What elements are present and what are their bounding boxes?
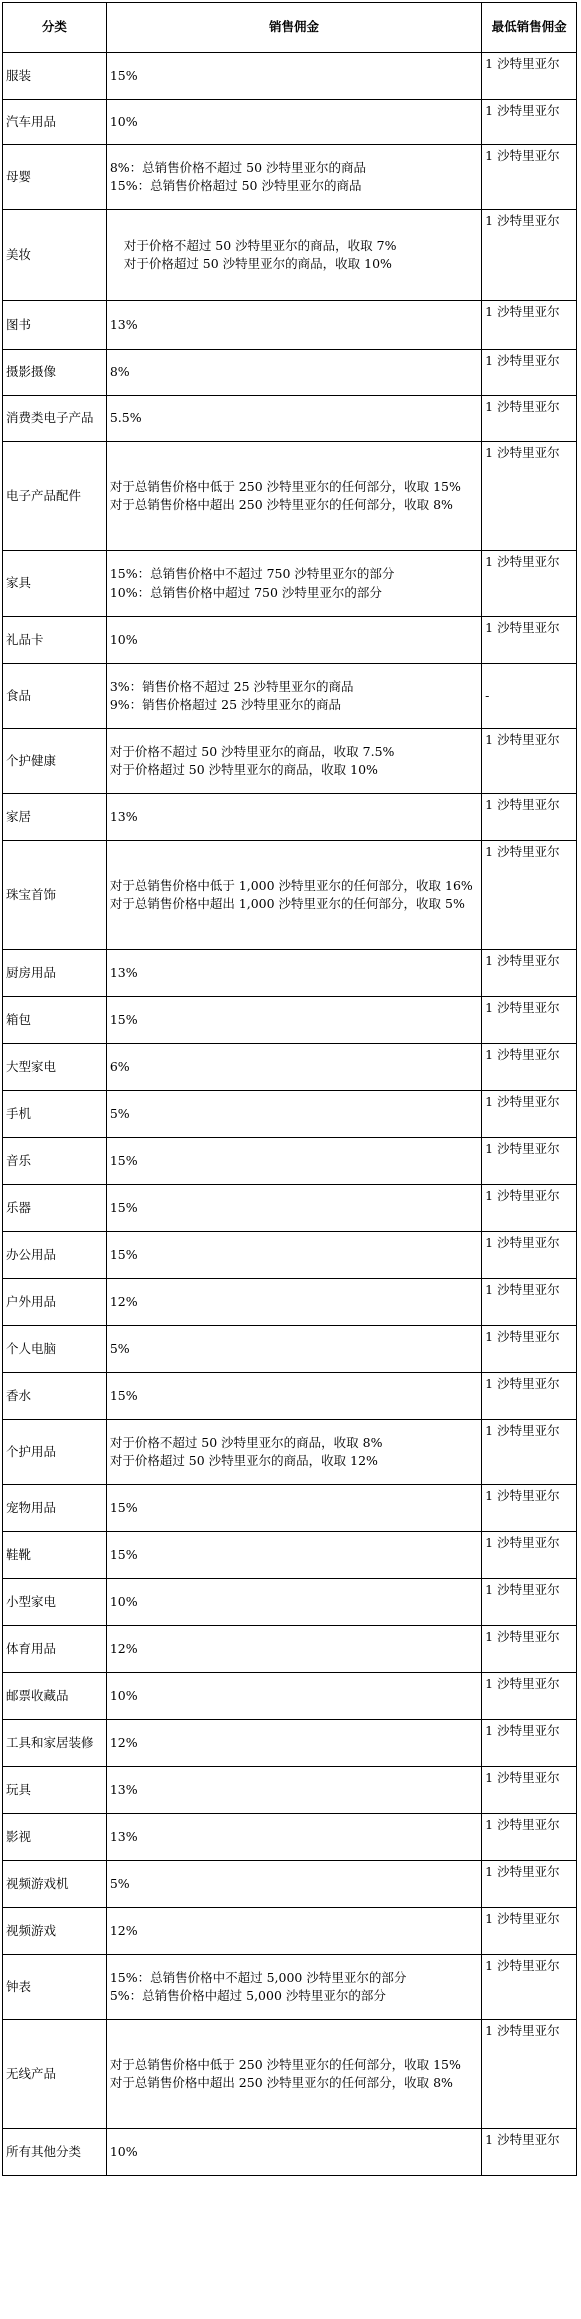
minimum-cell: 1 沙特里亚尔 xyxy=(482,729,577,794)
commission-cell xyxy=(106,1767,481,1814)
minimum-cell: 1 沙特里亚尔 xyxy=(482,100,577,145)
commission-cell xyxy=(106,396,481,442)
commission-line: 对于价格超过 50 沙特里亚尔的商品，收取 10% xyxy=(123,256,392,271)
commission-line: 15% xyxy=(109,1011,138,1027)
commission-line: 10%：总销售价格中超过 750 沙特里亚尔的部分 xyxy=(109,584,382,600)
commission-line: 12% xyxy=(109,1640,138,1656)
category-cell: 大型家电 xyxy=(3,1044,107,1091)
header-row xyxy=(3,3,577,53)
commission-cell xyxy=(106,1326,481,1373)
minimum-cell: 1 沙特里亚尔 xyxy=(482,1767,577,1814)
table-row xyxy=(3,301,577,350)
category-cell: 影视 xyxy=(3,1814,107,1861)
minimum-cell: 1 沙特里亚尔 xyxy=(482,1532,577,1579)
commission-line: 13% xyxy=(109,808,138,824)
commission-cell xyxy=(106,2129,481,2176)
table-row xyxy=(3,1720,577,1767)
table-row xyxy=(3,1420,577,1485)
category-cell: 乐器 xyxy=(3,1185,107,1232)
commission-cell xyxy=(106,1485,481,1532)
commission-cell xyxy=(106,210,481,301)
commission-line: 13% xyxy=(109,1828,138,1844)
commission-line: 10% xyxy=(109,631,138,647)
minimum-cell: 1 沙特里亚尔 xyxy=(482,1955,577,2020)
table-row xyxy=(3,1373,577,1420)
commission-cell xyxy=(106,1955,481,2020)
commission-line: 15% xyxy=(109,1499,138,1515)
commission-line: 5% xyxy=(109,1105,130,1121)
commission-line: 10% xyxy=(109,1687,138,1703)
commission-cell xyxy=(106,997,481,1044)
commission-line: 15%：总销售价格中不超过 5,000 沙特里亚尔的部分 xyxy=(109,1969,407,1985)
category-cell: 摄影摄像 xyxy=(3,350,107,396)
category-cell: 家具 xyxy=(3,551,107,617)
commission-cell xyxy=(106,664,481,729)
commission-cell xyxy=(106,1091,481,1138)
commission-line: 13% xyxy=(109,964,138,980)
category-cell: 箱包 xyxy=(3,997,107,1044)
commission-cell xyxy=(106,551,481,617)
table-row xyxy=(3,100,577,145)
category-cell: 厨房用品 xyxy=(3,950,107,997)
commission-line: 15%：总销售价格中不超过 750 沙特里亚尔的部分 xyxy=(109,566,395,582)
commission-line: 13% xyxy=(109,316,138,332)
table-body xyxy=(3,53,577,2176)
table-row xyxy=(3,617,577,664)
category-cell: 邮票收藏品 xyxy=(3,1673,107,1720)
minimum-cell: 1 沙特里亚尔 xyxy=(482,1485,577,1532)
table-row xyxy=(3,350,577,396)
table-row xyxy=(3,2129,577,2176)
table-row xyxy=(3,1185,577,1232)
category-cell: 体育用品 xyxy=(3,1626,107,1673)
commission-line: 对于总销售价格中超出 1,000 沙特里亚尔的任何部分，收取 5% xyxy=(109,896,465,911)
commission-cell xyxy=(106,841,481,950)
commission-line: 5% xyxy=(109,1340,130,1356)
table-row xyxy=(3,1767,577,1814)
commission-line: 对于总销售价格中低于 250 沙特里亚尔的任何部分，收取 15% xyxy=(109,478,461,494)
minimum-cell: 1 沙特里亚尔 xyxy=(482,1861,577,1908)
category-cell: 户外用品 xyxy=(3,1279,107,1326)
table-row xyxy=(3,794,577,841)
minimum-cell: 1 沙特里亚尔 xyxy=(482,1673,577,1720)
commission-cell xyxy=(106,1279,481,1326)
commission-cell xyxy=(106,1908,481,1955)
minimum-cell: 1 沙特里亚尔 xyxy=(482,794,577,841)
minimum-cell: 1 沙特里亚尔 xyxy=(482,1091,577,1138)
commission-cell xyxy=(106,1861,481,1908)
minimum-cell: 1 沙特里亚尔 xyxy=(482,1138,577,1185)
commission-line: 5% xyxy=(109,1875,130,1891)
category-cell: 鞋靴 xyxy=(3,1532,107,1579)
commission-cell xyxy=(106,1814,481,1861)
minimum-cell: 1 沙特里亚尔 xyxy=(482,1185,577,1232)
table-row xyxy=(3,1232,577,1279)
commission-line: 5.5% xyxy=(109,410,142,426)
commission-cell xyxy=(106,145,481,210)
table-row xyxy=(3,1044,577,1091)
commission-cell xyxy=(106,301,481,350)
table-row xyxy=(3,1814,577,1861)
minimum-cell: 1 沙特里亚尔 xyxy=(482,442,577,551)
commission-cell xyxy=(106,1185,481,1232)
commission-line: 对于价格不超过 50 沙特里亚尔的商品，收取 7% xyxy=(123,237,397,253)
header-category: 分类 xyxy=(3,3,107,53)
commission-line: 3%：销售价格不超过 25 沙特里亚尔的商品 xyxy=(109,678,354,694)
minimum-cell: 1 沙特里亚尔 xyxy=(482,1626,577,1673)
table-row xyxy=(3,210,577,301)
table-row xyxy=(3,664,577,729)
category-cell: 工具和家居装修 xyxy=(3,1720,107,1767)
minimum-cell: 1 沙特里亚尔 xyxy=(482,1720,577,1767)
table-row xyxy=(3,396,577,442)
commission-line: 13% xyxy=(109,1781,138,1797)
commission-line: 10% xyxy=(109,1593,138,1609)
commission-cell xyxy=(106,729,481,794)
category-cell: 美妆 xyxy=(3,210,107,301)
minimum-cell: 1 沙特里亚尔 xyxy=(482,1326,577,1373)
table-row xyxy=(3,145,577,210)
category-cell: 所有其他分类 xyxy=(3,2129,107,2176)
minimum-cell: 1 沙特里亚尔 xyxy=(482,551,577,617)
table-row xyxy=(3,551,577,617)
commission-line: 对于总销售价格中超出 250 沙特里亚尔的任何部分，收取 8% xyxy=(109,497,453,512)
category-cell: 珠宝首饰 xyxy=(3,841,107,950)
commission-cell xyxy=(106,1420,481,1485)
minimum-cell: 1 沙特里亚尔 xyxy=(482,1579,577,1626)
commission-line: 对于价格超过 50 沙特里亚尔的商品，收取 12% xyxy=(109,1453,378,1468)
commission-cell xyxy=(106,1532,481,1579)
commission-line: 对于价格超过 50 沙特里亚尔的商品，收取 10% xyxy=(109,762,378,777)
minimum-cell: 1 沙特里亚尔 xyxy=(482,1044,577,1091)
commission-line: 15% xyxy=(109,1546,138,1562)
category-cell: 无线产品 xyxy=(3,2020,107,2129)
commission-line: 15% xyxy=(109,1152,138,1168)
commission-line: 对于总销售价格中低于 1,000 沙特里亚尔的任何部分，收取 16% xyxy=(109,877,473,893)
commission-cell xyxy=(106,100,481,145)
minimum-cell: 1 沙特里亚尔 xyxy=(482,301,577,350)
minimum-cell: 1 沙特里亚尔 xyxy=(482,1814,577,1861)
commission-cell xyxy=(106,1232,481,1279)
minimum-cell: - xyxy=(482,664,577,729)
table-row xyxy=(3,442,577,551)
minimum-cell: 1 沙特里亚尔 xyxy=(482,2020,577,2129)
category-cell: 小型家电 xyxy=(3,1579,107,1626)
category-cell: 服装 xyxy=(3,53,107,100)
commission-cell xyxy=(106,950,481,997)
minimum-cell: 1 沙特里亚尔 xyxy=(482,396,577,442)
minimum-cell: 1 沙特里亚尔 xyxy=(482,617,577,664)
commission-cell xyxy=(106,1044,481,1091)
commission-cell xyxy=(106,1673,481,1720)
table-row xyxy=(3,1279,577,1326)
minimum-cell: 1 沙特里亚尔 xyxy=(482,350,577,396)
minimum-cell: 1 沙特里亚尔 xyxy=(482,950,577,997)
category-cell: 音乐 xyxy=(3,1138,107,1185)
minimum-cell: 1 沙特里亚尔 xyxy=(482,997,577,1044)
commission-line: 15%：总销售价格超过 50 沙特里亚尔的商品 xyxy=(109,178,362,193)
category-cell: 手机 xyxy=(3,1091,107,1138)
commission-line: 对于价格不超过 50 沙特里亚尔的商品，收取 7.5% xyxy=(109,743,395,759)
minimum-cell: 1 沙特里亚尔 xyxy=(482,1908,577,1955)
commission-line: 对于总销售价格中超出 250 沙特里亚尔的任何部分，收取 8% xyxy=(109,2075,453,2090)
commission-line: 6% xyxy=(109,1058,130,1074)
minimum-cell: 1 沙特里亚尔 xyxy=(482,1279,577,1326)
table-row xyxy=(3,841,577,950)
commission-cell xyxy=(106,53,481,100)
category-cell: 家居 xyxy=(3,794,107,841)
minimum-cell: 1 沙特里亚尔 xyxy=(482,1232,577,1279)
commission-cell xyxy=(106,1720,481,1767)
table-row xyxy=(3,1485,577,1532)
table-row xyxy=(3,729,577,794)
table-row xyxy=(3,1626,577,1673)
category-cell: 个护用品 xyxy=(3,1420,107,1485)
commission-cell xyxy=(106,794,481,841)
commission-line: 12% xyxy=(109,1734,138,1750)
category-cell: 宠物用品 xyxy=(3,1485,107,1532)
category-cell: 钟表 xyxy=(3,1955,107,2020)
table-row xyxy=(3,1138,577,1185)
table-row xyxy=(3,1326,577,1373)
minimum-cell: 1 沙特里亚尔 xyxy=(482,841,577,950)
minimum-cell: 1 沙特里亚尔 xyxy=(482,53,577,100)
category-cell: 个护健康 xyxy=(3,729,107,794)
table-row xyxy=(3,2020,577,2129)
commission-line: 对于总销售价格中低于 250 沙特里亚尔的任何部分，收取 15% xyxy=(109,2056,461,2072)
category-cell: 母婴 xyxy=(3,145,107,210)
commission-line: 8% xyxy=(109,364,130,380)
commission-line: 15% xyxy=(109,67,138,83)
category-cell: 视频游戏机 xyxy=(3,1861,107,1908)
table-row xyxy=(3,950,577,997)
category-cell: 电子产品配件 xyxy=(3,442,107,551)
category-cell: 个人电脑 xyxy=(3,1326,107,1373)
table-row xyxy=(3,1673,577,1720)
commission-cell xyxy=(106,350,481,396)
category-cell: 办公用品 xyxy=(3,1232,107,1279)
commission-line: 12% xyxy=(109,1922,138,1938)
category-cell: 礼品卡 xyxy=(3,617,107,664)
commission-cell xyxy=(106,1373,481,1420)
commission-line: 12% xyxy=(109,1293,138,1309)
commission-line: 9%：销售价格超过 25 沙特里亚尔的商品 xyxy=(109,697,341,712)
commission-line: 15% xyxy=(109,1246,138,1262)
category-cell: 图书 xyxy=(3,301,107,350)
commission-cell xyxy=(106,1138,481,1185)
commission-line: 10% xyxy=(109,113,138,129)
table-row xyxy=(3,53,577,100)
category-cell: 视频游戏 xyxy=(3,1908,107,1955)
commission-line: 15% xyxy=(109,1199,138,1215)
table-row xyxy=(3,1861,577,1908)
commission-cell xyxy=(106,1579,481,1626)
minimum-cell: 1 沙特里亚尔 xyxy=(482,1420,577,1485)
commission-line: 8%：总销售价格不超过 50 沙特里亚尔的商品 xyxy=(109,159,366,175)
table-row xyxy=(3,1091,577,1138)
table-row xyxy=(3,1955,577,2020)
commission-line: 10% xyxy=(109,2143,138,2159)
commission-line: 对于价格不超过 50 沙特里亚尔的商品，收取 8% xyxy=(109,1434,383,1450)
commission-line: 15% xyxy=(109,1387,138,1403)
header-minimum: 最低销售佣金 xyxy=(482,3,577,53)
commission-cell xyxy=(106,442,481,551)
commission-table xyxy=(2,2,577,2176)
table-row xyxy=(3,1908,577,1955)
commission-cell xyxy=(106,1626,481,1673)
category-cell: 消费类电子产品 xyxy=(3,396,107,442)
minimum-cell: 1 沙特里亚尔 xyxy=(482,210,577,301)
category-cell: 食品 xyxy=(3,664,107,729)
minimum-cell: 1 沙特里亚尔 xyxy=(482,2129,577,2176)
minimum-cell: 1 沙特里亚尔 xyxy=(482,145,577,210)
commission-line: 5%：总销售价格中超过 5,000 沙特里亚尔的部分 xyxy=(109,1988,386,2003)
minimum-cell: 1 沙特里亚尔 xyxy=(482,1373,577,1420)
commission-cell xyxy=(106,617,481,664)
table-row xyxy=(3,1579,577,1626)
category-cell: 汽车用品 xyxy=(3,100,107,145)
commission-cell xyxy=(106,2020,481,2129)
table-row xyxy=(3,1532,577,1579)
category-cell: 玩具 xyxy=(3,1767,107,1814)
category-cell: 香水 xyxy=(3,1373,107,1420)
header-commission: 销售佣金 xyxy=(106,3,481,53)
table-row xyxy=(3,997,577,1044)
